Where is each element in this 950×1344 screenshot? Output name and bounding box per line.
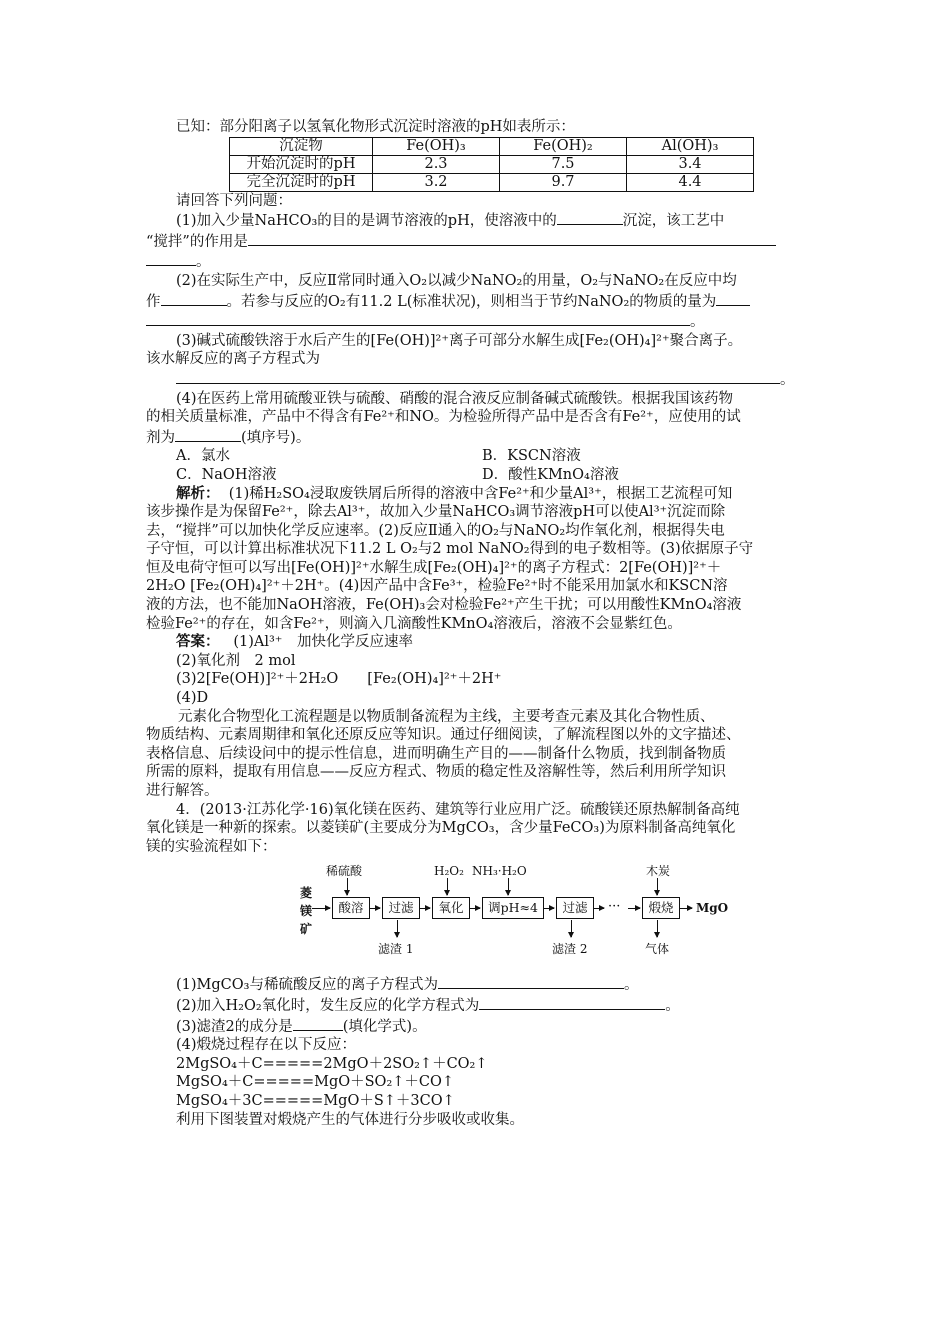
answer-blank: [248, 231, 776, 246]
answer-blank: [438, 974, 624, 989]
flow-arrow: [347, 878, 348, 895]
answer-label: 答案：: [176, 633, 220, 651]
table-cell: 9.7: [500, 173, 627, 191]
flow-arrow: [544, 908, 554, 909]
flow-arrow: [571, 920, 572, 937]
answer-line: (2)氧化剂 2 mol: [176, 652, 296, 669]
table-cell: 开始沉淀时的pH: [230, 155, 373, 173]
flow-arrow: [657, 920, 658, 937]
sub-question-1: (1)MgCO₃与稀硫酸反应的离子方程式为 。: [146, 974, 806, 995]
answer-line: (4)D: [176, 690, 209, 707]
reaction-equation: MgSO₄＋3C=====MgO＋S↑＋3CO↑: [176, 1092, 455, 1109]
final-instruction: 利用下图装置对煅烧产生的气体进行分步吸收或收集。: [176, 1111, 524, 1128]
precipitation-ph-table: [229, 137, 754, 192]
flow-product: MgO: [696, 901, 729, 916]
analysis-line: 该步操作是为保留Fe²⁺，除去Al³⁺，故加入少量NaHCO₃调节溶液pH可以使Al³⁺沉淀而除: [146, 504, 726, 521]
options-row-1: [146, 447, 806, 466]
option-b: B．KSCN溶液: [482, 448, 581, 465]
sub-question-4: (4)煅烧过程存在以下反应：: [176, 1037, 357, 1054]
question-3-line-3: 。: [146, 369, 806, 390]
answer-blank: [716, 291, 750, 306]
question-2-line-2: 作 。若参与反应的O₂有11.2 L(标准状况)，则相当于节约NaNO₂的物质的量为: [146, 291, 806, 312]
flow-input-charcoal: 木炭: [646, 864, 671, 879]
table-cell: 沉淀物: [230, 137, 373, 155]
analysis-line: 去，“搅拌”可以加快化学反应速率。(2)反应Ⅱ通入的O₂与NaNO₂均作氧化剂，根据得失电: [146, 522, 725, 539]
question-2-line-1: (2)在实际生产中，反应Ⅱ常同时通入O₂以减少NaNO₂的用量，O₂与NaNO₂在反应中均: [176, 272, 737, 289]
table-cell: 3.2: [373, 173, 500, 191]
table-cell: Al(OH)₃: [627, 137, 754, 155]
analysis-line: 子守恒，可以计算出标准状况下11.2 L O₂与2 mol NaNO₂得到的电子数相等。(3)依据原子守: [146, 541, 754, 558]
summary-line: 物质结构、元素周期律和氧化还原反应等知识。通过仔细阅读，了解流程图以外的文字描述、: [146, 727, 741, 744]
answer-blank: [175, 427, 241, 442]
flow-step-acid-dissolve: 酸溶: [332, 897, 370, 919]
answer-blank: [161, 291, 227, 306]
flow-arrow: [628, 908, 640, 909]
analysis-line-1: 解析： (1)稀H₂SO₄浸取废铁屑后所得的溶液中含Fe²⁺和少量Al³⁺，根据工艺流程可知: [176, 484, 733, 502]
question-3-line-1: (3)碱式硫酸铁溶于水后产生的[Fe(OH)]²⁺离子可部分水解生成[Fe₂(OH)₄]²⁺聚合离子。: [176, 332, 743, 349]
answer-blank: [479, 995, 665, 1010]
table-row: [230, 173, 754, 191]
flow-output-residue-2: 滤渣 2: [552, 942, 588, 957]
flow-input-h2o2: H₂O₂: [434, 864, 464, 879]
question-1-line-3: 。: [146, 251, 806, 272]
answer-blank: [176, 369, 780, 384]
table-row: [230, 155, 754, 173]
flow-arrow: [447, 878, 448, 895]
reaction-equation: MgSO₄＋C=====MgO＋SO₂↑＋CO↑: [176, 1074, 455, 1091]
question-4-line-1: (4)在医药上常用硫酸亚铁与硫酸、硝酸的混合液反应制备碱式硫酸铁。根据我国该药物: [176, 390, 734, 407]
summary-line: 元素化合物型化工流程题是以物质制备流程为主线，主要考查元素及其化合物性质、: [178, 708, 715, 725]
answer-blank: [557, 210, 623, 225]
reaction-equation: 2MgSO₄＋C=====2MgO＋2SO₂↑＋CO₂↑: [176, 1055, 488, 1072]
flow-arrow: [312, 908, 330, 909]
summary-line: 进行解答。: [146, 783, 219, 799]
summary-line: 表格信息、后续设问中的提示性信息，进而明确生产目的——制备什么物质，找到制备物质: [146, 745, 726, 762]
flow-source: 菱 镁 矿: [300, 886, 313, 937]
problem-4-line: 氧化镁是一种新的探索。以菱镁矿(主要成分为MgCO₃，含少量FeCO₃)为原料制备高纯氧化: [146, 820, 736, 837]
question-4-line-3: 剂为 (填序号)。: [146, 427, 806, 448]
answer-blank: [293, 1016, 343, 1031]
document-page: [146, 118, 806, 1129]
flow-arrow: [370, 908, 380, 909]
flow-arrow: [680, 908, 692, 909]
table-cell: 完全沉淀时的pH: [230, 173, 373, 191]
answer-blank: [146, 251, 196, 266]
analysis-line: 恒及电荷守恒可以写出[Fe(OH)]²⁺水解生成[Fe₂(OH)₄]²⁺的离子方程式：2[Fe(OH)]²⁺＋: [146, 559, 722, 576]
flow-input-ammonia: NH₃·H₂O: [472, 864, 527, 879]
option-c: C．NaOH溶液: [176, 466, 277, 483]
flow-step-adjust-ph: 调pH≈4: [482, 897, 544, 919]
table-cell: 2.3: [373, 155, 500, 173]
analysis-line: 2H₂O [Fe₂(OH)₄]²⁺＋2H⁺。(4)因产品中含Fe³⁺，检验Fe²⁺时不能采用加氯水和KSCN溶: [146, 578, 728, 595]
flow-step-oxidize: 氧化: [432, 897, 470, 919]
question-3-line-2: 该水解反应的离子方程式为: [146, 351, 320, 368]
sub-question-2: (2)加入H₂O₂氧化时，发生反应的化学方程式为 。: [146, 995, 806, 1016]
table-cell: 7.5: [500, 155, 627, 173]
flow-arrow: [594, 908, 604, 909]
known-intro: 已知：部分阳离子以氢氧化物形式沉淀时溶液的pH如表所示：: [176, 119, 575, 135]
analysis-label: 解析：: [176, 484, 220, 502]
flow-output-gas: 气体: [645, 942, 670, 957]
question-intro: 请回答下列问题：: [176, 192, 292, 209]
flow-step-calcine: 煅烧: [642, 897, 680, 919]
flow-arrow: [470, 908, 480, 909]
answer-line-1: 答案： (1)Al³⁺ 加快化学反应速率: [176, 633, 413, 651]
flow-ellipsis: ···: [608, 899, 621, 915]
problem-4-line: 4．(2013·江苏化学·16)氧化镁在医药、建筑等行业应用广泛。硫酸镁还原热解制备高纯: [176, 801, 740, 818]
flow-output-residue-1: 滤渣 1: [378, 942, 414, 957]
process-flow-diagram: [146, 860, 806, 972]
answer-line: (3)2[Fe(OH)]²⁺＋2H₂O [Fe₂(OH)₄]²⁺＋2H⁺: [176, 671, 502, 688]
option-d: D．酸性KMnO₄溶液: [482, 466, 619, 483]
table-cell: Fe(OH)₂: [500, 137, 627, 155]
flow-arrow: [508, 878, 509, 895]
option-a: A．氯水: [176, 448, 230, 465]
flow-arrow: [397, 920, 398, 937]
options-row-2: [146, 466, 806, 485]
flow-arrow: [657, 878, 658, 895]
table-cell: 4.4: [627, 173, 754, 191]
table-header-row: [230, 137, 754, 155]
analysis-line: 液的方法，也不能加NaOH溶液，Fe(OH)₃会对检验Fe²⁺产生干扰；可以用酸性KMnO₄溶液: [146, 597, 742, 614]
flow-arrow: [420, 908, 430, 909]
summary-line: 所需的原料，提取有用信息——反应方程式、物质的稳定性及溶解性等，然后利用所学知识: [146, 764, 726, 781]
problem-4-line: 镁的实验流程如下：: [146, 838, 277, 855]
table-cell: Fe(OH)₃: [373, 137, 500, 155]
flow-step-filter-1: 过滤: [382, 897, 420, 919]
question-1-line-2: “搅拌”的作用是: [146, 231, 806, 252]
question-2-line-3: 。: [146, 311, 806, 332]
flow-step-filter-2: 过滤: [556, 897, 594, 919]
question-4-line-2: 的相关质量标准，产品中不得含有Fe²⁺和NO。为检验所得产品中是否含有Fe²⁺，应使用的试: [146, 409, 741, 426]
sub-question-3: (3)滤渣2的成分是 (填化学式)。: [146, 1016, 806, 1037]
question-1-line-1: (1)加入少量NaHCO₃的目的是调节溶液的pH，使溶液中的 沉淀，该工艺中: [146, 210, 806, 231]
analysis-line: 检验Fe²⁺的存在，如含Fe²⁺，则滴入几滴酸性KMnO₄溶液后，溶液不会显紫红色。: [146, 615, 682, 632]
flow-input-sulfuric-acid: 稀硫酸: [326, 864, 363, 879]
answer-blank: [146, 311, 690, 326]
table-cell: 3.4: [627, 155, 754, 173]
